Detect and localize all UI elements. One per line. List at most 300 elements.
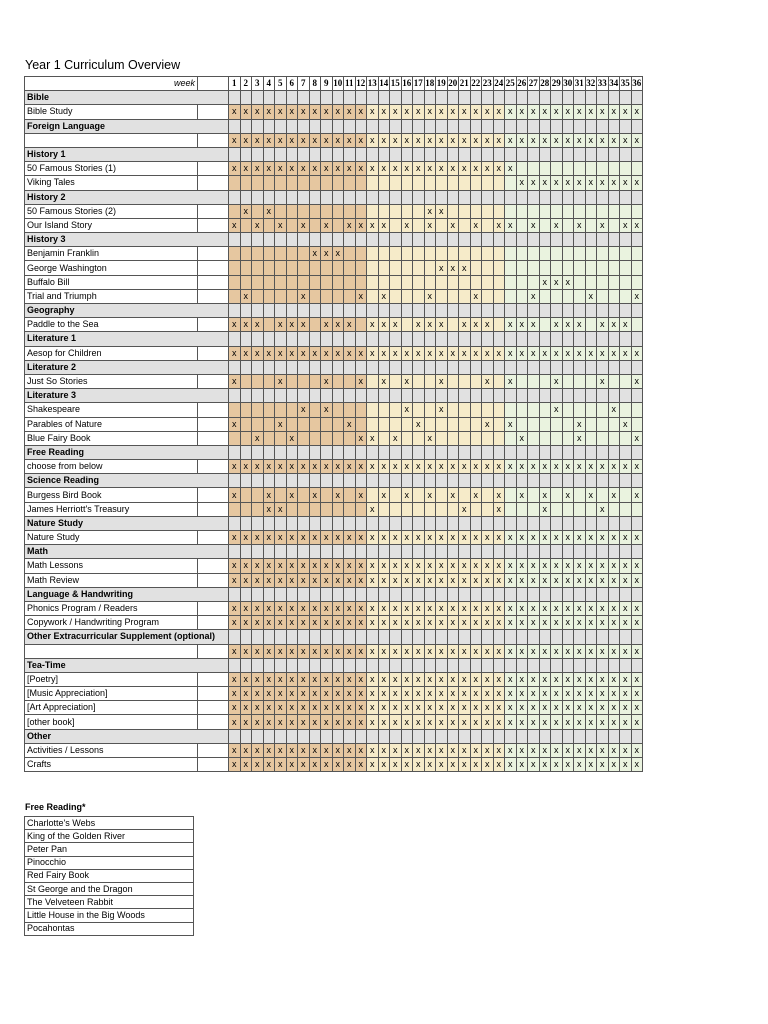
section-cell bbox=[539, 304, 551, 318]
week-mark: x bbox=[447, 488, 459, 502]
section-cell bbox=[309, 445, 321, 459]
week-mark: x bbox=[229, 318, 241, 332]
week-mark: x bbox=[528, 346, 540, 360]
week-cell bbox=[275, 431, 287, 445]
section-row bbox=[25, 630, 643, 644]
spacer-cell bbox=[198, 715, 229, 729]
week-cell bbox=[413, 176, 425, 190]
week-mark: x bbox=[562, 715, 574, 729]
week-mark: x bbox=[252, 701, 264, 715]
week-cell bbox=[401, 204, 413, 218]
week-cell bbox=[574, 204, 586, 218]
week-mark: x bbox=[321, 105, 333, 119]
section-cell bbox=[355, 658, 367, 672]
section-cell bbox=[562, 445, 574, 459]
week-mark: x bbox=[539, 531, 551, 545]
week-mark: x bbox=[528, 687, 540, 701]
week-mark: x bbox=[401, 531, 413, 545]
week-mark: x bbox=[355, 559, 367, 573]
free-reading-row bbox=[25, 843, 194, 856]
section-cell bbox=[505, 545, 517, 559]
week-mark: x bbox=[597, 701, 609, 715]
week-mark: x bbox=[401, 715, 413, 729]
section-cell bbox=[240, 389, 252, 403]
section-cell bbox=[424, 545, 436, 559]
week-mark: x bbox=[355, 672, 367, 686]
week-mark: x bbox=[424, 758, 436, 772]
section-cell bbox=[447, 233, 459, 247]
spacer-cell bbox=[198, 247, 229, 261]
week-mark: x bbox=[229, 559, 241, 573]
subject-row bbox=[25, 133, 643, 147]
section-cell bbox=[355, 233, 367, 247]
week-mark: x bbox=[344, 701, 356, 715]
section-cell bbox=[275, 147, 287, 161]
spacer-cell bbox=[198, 758, 229, 772]
week-mark: x bbox=[286, 105, 298, 119]
week-mark: x bbox=[367, 715, 379, 729]
week-mark: x bbox=[562, 644, 574, 658]
section-cell bbox=[413, 233, 425, 247]
week-cell bbox=[367, 247, 379, 261]
week-mark: x bbox=[551, 176, 563, 190]
week-cell bbox=[286, 403, 298, 417]
week-mark: x bbox=[620, 460, 632, 474]
section-cell bbox=[401, 389, 413, 403]
section-cell bbox=[378, 304, 390, 318]
section-cell bbox=[390, 729, 402, 743]
section-cell bbox=[459, 587, 471, 601]
week-mark: x bbox=[528, 559, 540, 573]
week-mark: x bbox=[252, 559, 264, 573]
week-cell bbox=[505, 488, 517, 502]
section-cell bbox=[229, 91, 241, 105]
week-mark: x bbox=[505, 758, 517, 772]
section-cell bbox=[413, 332, 425, 346]
section-cell bbox=[562, 587, 574, 601]
week-cell bbox=[229, 431, 241, 445]
section-cell bbox=[528, 119, 540, 133]
week-mark: x bbox=[275, 573, 287, 587]
section-cell bbox=[551, 360, 563, 374]
week-cell bbox=[482, 431, 494, 445]
week-cell bbox=[551, 431, 563, 445]
section-cell bbox=[275, 119, 287, 133]
week-mark: x bbox=[309, 758, 321, 772]
section-cell bbox=[436, 304, 448, 318]
week-mark: x bbox=[447, 573, 459, 587]
week-mark: x bbox=[332, 672, 344, 686]
week-mark: x bbox=[631, 644, 643, 658]
week-mark: x bbox=[229, 105, 241, 119]
section-cell bbox=[447, 516, 459, 530]
spacer-cell bbox=[198, 531, 229, 545]
subject-label: Crafts bbox=[25, 758, 198, 772]
week-mark: x bbox=[505, 133, 517, 147]
section-cell bbox=[482, 190, 494, 204]
week-mark: x bbox=[252, 318, 264, 332]
section-cell bbox=[229, 630, 241, 644]
week-mark: x bbox=[252, 162, 264, 176]
section-cell bbox=[298, 91, 310, 105]
week-mark: x bbox=[574, 701, 586, 715]
week-mark: x bbox=[355, 162, 367, 176]
week-cell bbox=[413, 374, 425, 388]
section-cell bbox=[562, 630, 574, 644]
section-cell bbox=[367, 360, 379, 374]
week-cell bbox=[332, 374, 344, 388]
week-mark: x bbox=[286, 162, 298, 176]
week-mark: x bbox=[321, 318, 333, 332]
week-cell bbox=[608, 374, 620, 388]
section-cell bbox=[355, 630, 367, 644]
section-cell bbox=[574, 91, 586, 105]
week-mark: x bbox=[390, 105, 402, 119]
section-cell bbox=[436, 587, 448, 601]
week-cell bbox=[355, 417, 367, 431]
section-cell bbox=[539, 445, 551, 459]
week-mark: x bbox=[344, 687, 356, 701]
week-mark: x bbox=[367, 743, 379, 757]
week-mark: x bbox=[286, 758, 298, 772]
week-mark: x bbox=[585, 758, 597, 772]
week-mark: x bbox=[321, 701, 333, 715]
section-cell bbox=[608, 233, 620, 247]
section-cell bbox=[344, 119, 356, 133]
week-mark: x bbox=[585, 105, 597, 119]
week-mark: x bbox=[378, 616, 390, 630]
week-cell bbox=[390, 176, 402, 190]
section-cell bbox=[344, 516, 356, 530]
section-cell bbox=[275, 630, 287, 644]
week-cell bbox=[505, 261, 517, 275]
section-cell bbox=[401, 658, 413, 672]
section-cell bbox=[275, 389, 287, 403]
week-cell bbox=[286, 176, 298, 190]
section-cell bbox=[562, 389, 574, 403]
week-cell bbox=[344, 261, 356, 275]
week-mark: x bbox=[482, 105, 494, 119]
week-mark: x bbox=[286, 616, 298, 630]
section-cell bbox=[309, 190, 321, 204]
spacer-cell bbox=[198, 743, 229, 757]
week-cell bbox=[321, 289, 333, 303]
section-cell bbox=[263, 91, 275, 105]
week-mark: x bbox=[493, 644, 505, 658]
section-cell bbox=[286, 233, 298, 247]
section-cell bbox=[585, 445, 597, 459]
section-cell bbox=[620, 119, 632, 133]
week-mark: x bbox=[332, 460, 344, 474]
week-mark: x bbox=[505, 701, 517, 715]
section-cell bbox=[401, 587, 413, 601]
section-cell bbox=[493, 545, 505, 559]
section-cell bbox=[240, 729, 252, 743]
subject-row bbox=[25, 374, 643, 388]
section-cell bbox=[390, 233, 402, 247]
week-mark: x bbox=[470, 743, 482, 757]
section-cell bbox=[539, 587, 551, 601]
week-mark: x bbox=[229, 644, 241, 658]
section-cell bbox=[401, 304, 413, 318]
week-mark: x bbox=[263, 687, 275, 701]
week-cell bbox=[344, 176, 356, 190]
week-mark: x bbox=[332, 743, 344, 757]
week-cell bbox=[240, 374, 252, 388]
section-cell bbox=[332, 147, 344, 161]
section-row bbox=[25, 119, 643, 133]
week-mark: x bbox=[263, 573, 275, 587]
section-cell bbox=[608, 729, 620, 743]
section-cell bbox=[298, 233, 310, 247]
week-number: 28 bbox=[539, 77, 551, 91]
week-mark: x bbox=[493, 460, 505, 474]
section-heading: Bible bbox=[25, 91, 229, 105]
section-cell bbox=[263, 360, 275, 374]
week-cell bbox=[631, 247, 643, 261]
week-cell bbox=[608, 218, 620, 232]
section-cell bbox=[390, 545, 402, 559]
week-mark: x bbox=[275, 743, 287, 757]
section-cell bbox=[275, 91, 287, 105]
week-cell bbox=[585, 261, 597, 275]
week-mark: x bbox=[608, 403, 620, 417]
section-cell bbox=[551, 516, 563, 530]
week-mark: x bbox=[505, 559, 517, 573]
week-mark: x bbox=[355, 701, 367, 715]
week-mark: x bbox=[332, 715, 344, 729]
week-cell bbox=[528, 403, 540, 417]
section-cell bbox=[424, 190, 436, 204]
week-mark: x bbox=[252, 133, 264, 147]
section-cell bbox=[229, 587, 241, 601]
week-mark: x bbox=[447, 460, 459, 474]
section-heading: Language & Handwriting bbox=[25, 587, 229, 601]
week-cell bbox=[482, 176, 494, 190]
section-cell bbox=[574, 147, 586, 161]
week-mark: x bbox=[620, 346, 632, 360]
week-mark: x bbox=[355, 431, 367, 445]
week-mark: x bbox=[378, 559, 390, 573]
week-mark: x bbox=[240, 616, 252, 630]
subject-row bbox=[25, 743, 643, 757]
week-cell bbox=[447, 318, 459, 332]
week-mark: x bbox=[240, 346, 252, 360]
week-number: 23 bbox=[482, 77, 494, 91]
week-mark: x bbox=[597, 687, 609, 701]
section-heading: Tea-Time bbox=[25, 658, 229, 672]
section-cell bbox=[309, 729, 321, 743]
week-mark: x bbox=[436, 573, 448, 587]
week-mark: x bbox=[608, 644, 620, 658]
week-mark: x bbox=[240, 460, 252, 474]
week-cell bbox=[344, 488, 356, 502]
week-mark: x bbox=[252, 672, 264, 686]
free-reading-item: Pocahontas bbox=[25, 922, 194, 935]
week-mark: x bbox=[309, 531, 321, 545]
week-cell bbox=[275, 275, 287, 289]
section-cell bbox=[424, 516, 436, 530]
week-cell bbox=[332, 502, 344, 516]
subject-row bbox=[25, 204, 643, 218]
week-mark: x bbox=[252, 346, 264, 360]
week-cell bbox=[252, 374, 264, 388]
section-cell bbox=[332, 332, 344, 346]
section-cell bbox=[286, 658, 298, 672]
section-cell bbox=[355, 445, 367, 459]
week-mark: x bbox=[436, 204, 448, 218]
subject-label: [Music Appreciation] bbox=[25, 687, 198, 701]
week-mark: x bbox=[620, 644, 632, 658]
week-mark: x bbox=[263, 743, 275, 757]
week-cell bbox=[574, 289, 586, 303]
section-cell bbox=[378, 233, 390, 247]
week-mark: x bbox=[459, 502, 471, 516]
week-cell bbox=[378, 204, 390, 218]
week-mark: x bbox=[229, 488, 241, 502]
week-cell bbox=[597, 204, 609, 218]
section-heading: History 2 bbox=[25, 190, 229, 204]
week-cell bbox=[493, 275, 505, 289]
week-mark: x bbox=[516, 176, 528, 190]
section-cell bbox=[252, 233, 264, 247]
week-mark: x bbox=[482, 133, 494, 147]
week-mark: x bbox=[574, 346, 586, 360]
week-mark: x bbox=[551, 218, 563, 232]
section-cell bbox=[585, 658, 597, 672]
section-cell bbox=[367, 233, 379, 247]
section-cell bbox=[493, 360, 505, 374]
section-cell bbox=[298, 474, 310, 488]
section-cell bbox=[470, 332, 482, 346]
week-mark: x bbox=[585, 176, 597, 190]
subject-label: 50 Famous Stories (1) bbox=[25, 162, 198, 176]
week-mark: x bbox=[424, 460, 436, 474]
section-cell bbox=[597, 445, 609, 459]
section-cell bbox=[470, 630, 482, 644]
week-mark: x bbox=[574, 687, 586, 701]
section-row bbox=[25, 545, 643, 559]
week-cell bbox=[608, 417, 620, 431]
section-cell bbox=[424, 474, 436, 488]
week-mark: x bbox=[528, 672, 540, 686]
week-mark: x bbox=[424, 162, 436, 176]
section-cell bbox=[597, 233, 609, 247]
section-cell bbox=[608, 474, 620, 488]
subject-label: Math Lessons bbox=[25, 559, 198, 573]
week-number: 7 bbox=[298, 77, 310, 91]
section-cell bbox=[424, 360, 436, 374]
section-cell bbox=[367, 389, 379, 403]
week-mark: x bbox=[574, 601, 586, 615]
section-cell bbox=[321, 516, 333, 530]
section-cell bbox=[631, 545, 643, 559]
week-cell bbox=[505, 403, 517, 417]
week-mark: x bbox=[562, 133, 574, 147]
week-mark: x bbox=[436, 346, 448, 360]
week-mark: x bbox=[539, 644, 551, 658]
section-cell bbox=[367, 729, 379, 743]
week-mark: x bbox=[493, 133, 505, 147]
section-cell bbox=[528, 304, 540, 318]
week-mark: x bbox=[321, 559, 333, 573]
week-mark: x bbox=[516, 758, 528, 772]
week-mark: x bbox=[482, 531, 494, 545]
week-mark: x bbox=[424, 687, 436, 701]
section-cell bbox=[309, 587, 321, 601]
section-cell bbox=[470, 91, 482, 105]
week-mark: x bbox=[459, 261, 471, 275]
week-mark: x bbox=[355, 758, 367, 772]
week-mark: x bbox=[493, 616, 505, 630]
section-cell bbox=[355, 147, 367, 161]
week-cell bbox=[631, 204, 643, 218]
section-cell bbox=[631, 119, 643, 133]
week-cell bbox=[344, 247, 356, 261]
week-cell bbox=[459, 488, 471, 502]
week-mark: x bbox=[321, 672, 333, 686]
section-cell bbox=[551, 190, 563, 204]
section-cell bbox=[390, 630, 402, 644]
section-row bbox=[25, 304, 643, 318]
week-mark: x bbox=[528, 573, 540, 587]
section-cell bbox=[585, 332, 597, 346]
week-mark: x bbox=[459, 346, 471, 360]
week-mark: x bbox=[597, 644, 609, 658]
week-number: 24 bbox=[493, 77, 505, 91]
week-cell bbox=[436, 176, 448, 190]
week-mark: x bbox=[252, 687, 264, 701]
section-cell bbox=[551, 147, 563, 161]
section-cell bbox=[447, 729, 459, 743]
week-cell bbox=[229, 247, 241, 261]
week-mark: x bbox=[413, 559, 425, 573]
week-mark: x bbox=[562, 460, 574, 474]
section-cell bbox=[551, 119, 563, 133]
week-cell bbox=[459, 204, 471, 218]
week-cell bbox=[459, 289, 471, 303]
week-mark: x bbox=[631, 460, 643, 474]
section-cell bbox=[263, 304, 275, 318]
week-mark: x bbox=[390, 559, 402, 573]
week-mark: x bbox=[459, 531, 471, 545]
week-mark: x bbox=[585, 672, 597, 686]
spacer-cell bbox=[198, 346, 229, 360]
week-mark: x bbox=[608, 672, 620, 686]
section-cell bbox=[608, 119, 620, 133]
week-mark: x bbox=[367, 687, 379, 701]
section-cell bbox=[309, 119, 321, 133]
week-cell bbox=[332, 218, 344, 232]
section-cell bbox=[585, 119, 597, 133]
week-mark: x bbox=[309, 573, 321, 587]
section-cell bbox=[229, 545, 241, 559]
week-cell bbox=[574, 162, 586, 176]
week-mark: x bbox=[413, 105, 425, 119]
week-cell bbox=[390, 204, 402, 218]
week-mark: x bbox=[505, 374, 517, 388]
week-mark: x bbox=[309, 601, 321, 615]
subject-label: [Poetry] bbox=[25, 672, 198, 686]
week-cell bbox=[390, 275, 402, 289]
section-cell bbox=[401, 360, 413, 374]
section-cell bbox=[367, 304, 379, 318]
section-cell bbox=[539, 147, 551, 161]
week-mark: x bbox=[240, 701, 252, 715]
subject-label: [Art Appreciation] bbox=[25, 701, 198, 715]
week-mark: x bbox=[275, 502, 287, 516]
week-mark: x bbox=[378, 346, 390, 360]
